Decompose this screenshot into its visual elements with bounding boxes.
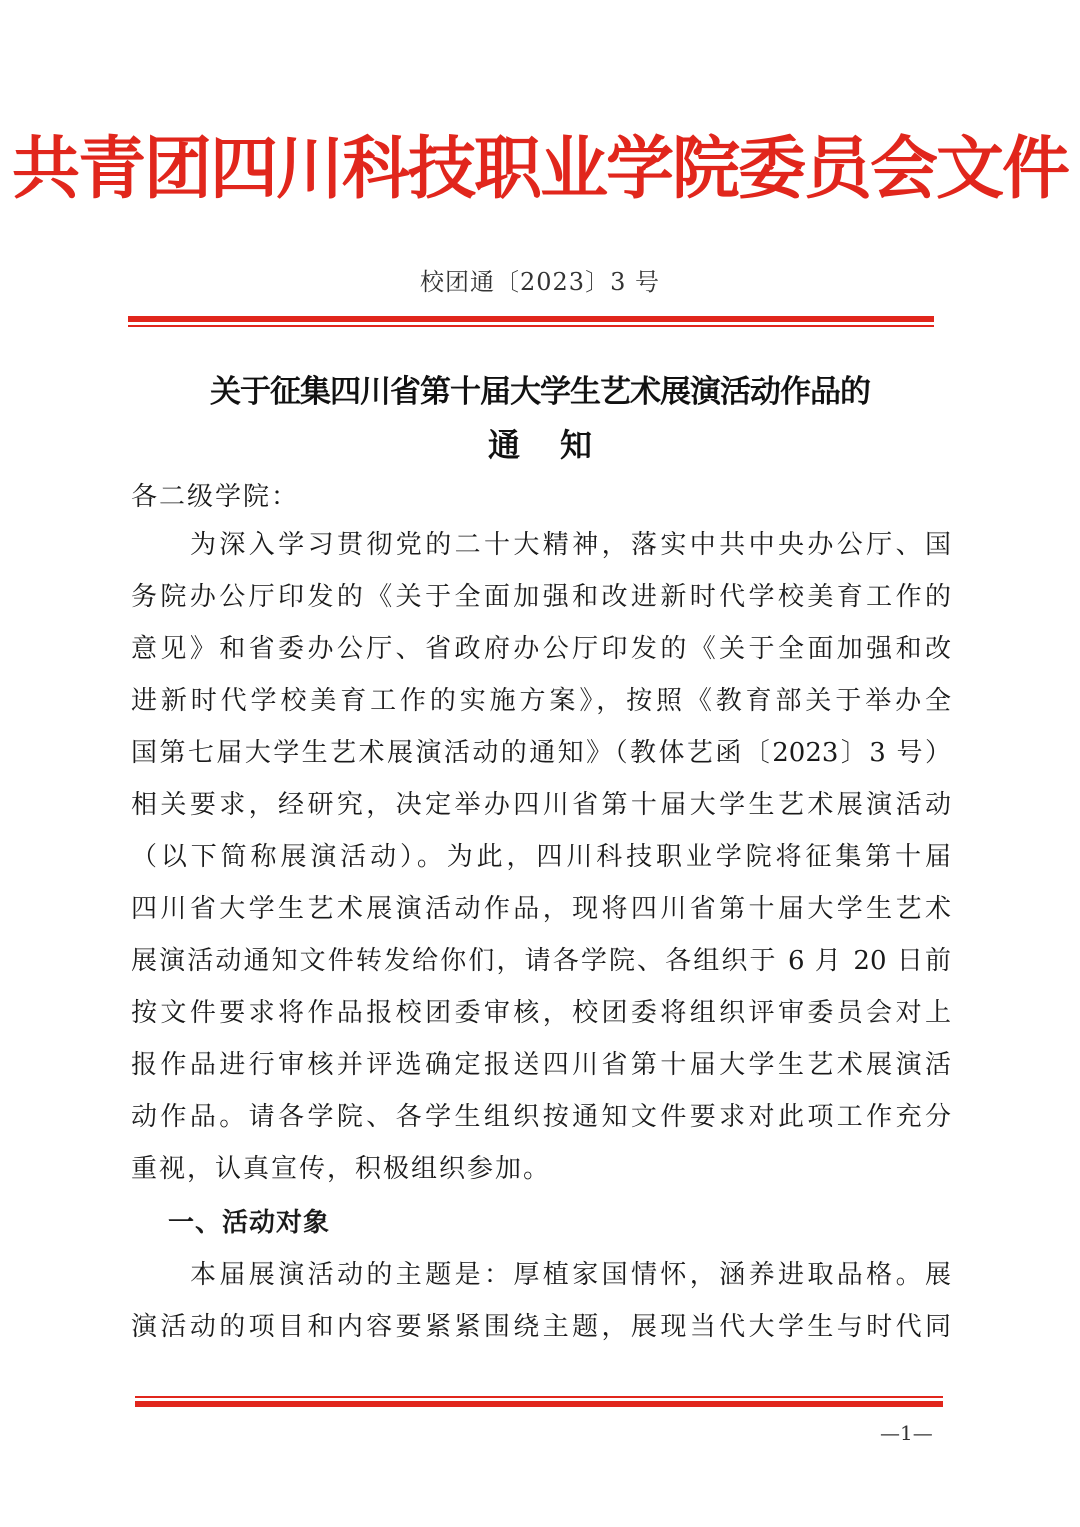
notice-title-line2 bbox=[0, 420, 1080, 466]
notice-title-line1: 关于征集四川省第十届大学生艺术展演活动作品的 bbox=[210, 374, 870, 410]
body-line: 意见》和省委办公厅、省政府办公厅印发的《关于全面加强和改 bbox=[131, 634, 951, 664]
document-number: 校团通〔2023〕3 号 bbox=[420, 268, 660, 296]
page-number: —1— bbox=[880, 1421, 933, 1445]
section-line: 演活动的项目和内容要紧紧围绕主题，展现当代大学生与时代同 bbox=[131, 1312, 951, 1342]
notice-title-char-2: 知 bbox=[560, 426, 593, 464]
document-header-title: 共青团四川科技职业学院委员会文件 bbox=[11, 130, 1068, 209]
section-heading: 一、活动对象 bbox=[168, 1208, 331, 1238]
header-divider bbox=[128, 316, 934, 327]
salutation: 各二级学院： bbox=[131, 482, 300, 512]
body-line: 展演活动通知文件转发给你们，请各学院、各组织于 6 月 20 日前 bbox=[131, 946, 951, 976]
footer-divider bbox=[135, 1396, 943, 1407]
body-line: 为深入学习贯彻党的二十大精神，落实中共中央办公厅、国 bbox=[190, 530, 951, 560]
body-line: 国第七届大学生艺术展演活动的通知》（教体艺函〔2023〕3 号） bbox=[131, 738, 951, 768]
notice-title-char-1: 通 bbox=[487, 426, 520, 464]
body-line: 相关要求，经研究，决定举办四川省第十届大学生艺术展演活动 bbox=[131, 790, 951, 820]
section-line: 本届展演活动的主题是：厚植家国情怀，涵养进取品格。展 bbox=[190, 1260, 951, 1290]
body-line: 重视，认真宣传，积极组织参加。 bbox=[131, 1154, 552, 1184]
body-line: （以下简称展演活动）。为此，四川科技职业学院将征集第十届 bbox=[131, 842, 951, 872]
body-line: 动作品。请各学院、各学生组织按通知文件要求对此项工作充分 bbox=[131, 1102, 951, 1132]
body-line: 进新时代学校美育工作的实施方案》，按照《教育部关于举办全 bbox=[131, 686, 951, 716]
body-line: 报作品进行审核并评选确定报送四川省第十届大学生艺术展演活 bbox=[131, 1050, 951, 1080]
body-line: 四川省大学生艺术展演活动作品，现将四川省第十届大学生艺术 bbox=[131, 894, 951, 924]
body-line: 务院办公厅印发的《关于全面加强和改进新时代学校美育工作的 bbox=[131, 582, 951, 612]
body-line: 按文件要求将作品报校团委审核，校团委将组织评审委员会对上 bbox=[131, 998, 951, 1028]
